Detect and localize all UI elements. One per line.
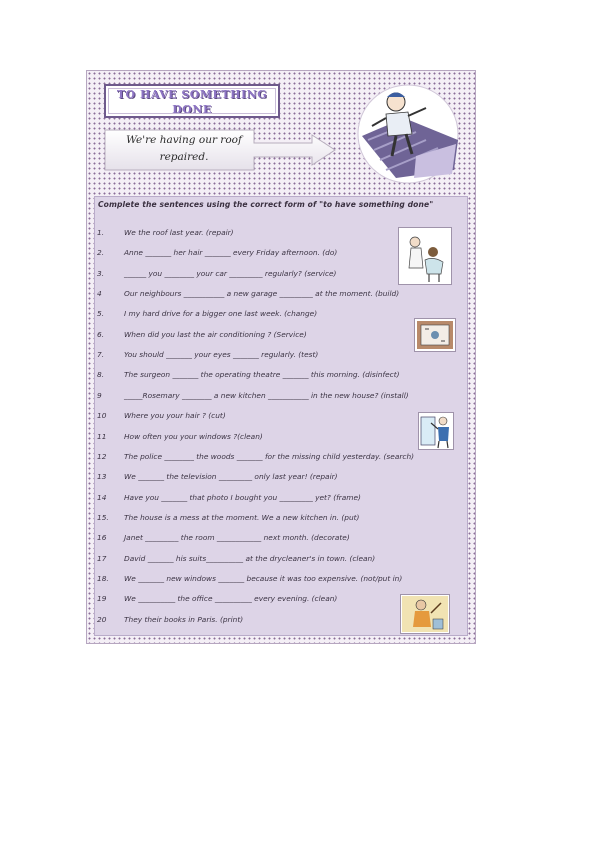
exercise-number: 6. (97, 330, 105, 339)
exercise-item (97, 432, 263, 444)
exercise-sentence: Janet _________ the room ____________ next month. (decorate) (124, 533, 350, 542)
exercise-sentence: The house is a mess at the moment. We a new kitchen in. (put) (124, 513, 360, 522)
exercise-number: 7. (97, 350, 105, 359)
exercise-number: 9 (97, 391, 102, 400)
exercise-item (97, 533, 350, 545)
exercise-item (97, 554, 375, 566)
exercise-sentence: The police ________ the woods _______ for the missing child yesterday. (search) (124, 452, 415, 461)
exercise-sentence: Have you _______ that photo I bought you _________ yet? (frame) (124, 493, 361, 502)
exercise-number: 14 (97, 493, 107, 502)
example-arrow (104, 129, 336, 171)
example-line-1: We're having our roof (126, 134, 242, 146)
exercise-sentence: _____Rosemary ________ a new kitchen ___________ in the new house? (install) (124, 391, 409, 400)
exercise-number: 19 (97, 594, 107, 603)
exercise-number: 18. (97, 574, 109, 583)
exercise-number: 1. (97, 228, 105, 237)
exercise-number: 2. (97, 248, 105, 257)
exercise-item (97, 350, 318, 362)
exercise-sentence: ______ you ________ your car _________ regularly? (service) (124, 269, 337, 278)
example-sentence (104, 132, 264, 166)
exercise-sentence: You should _______ your eyes _______ regularly. (test) (124, 350, 319, 359)
exercise-sentence: David _______ his suits__________ at the drycleaner's in town. (clean) (124, 554, 376, 563)
exercise-sentence: We _______ new windows _______ because it was too expensive. (not/put in) (124, 574, 403, 583)
exercise-number: 13 (97, 472, 107, 481)
exercise-number: 4 (97, 289, 102, 298)
exercise-item (97, 574, 402, 586)
exercise-number: 11 (97, 432, 107, 441)
exercise-item (97, 513, 359, 525)
hairdresser-picture (398, 227, 452, 285)
exercise-item (97, 330, 307, 342)
exercise-item (97, 615, 243, 627)
exercise-number: 10 (97, 411, 107, 420)
exercise-sentence: We _______ the television _________ only last year! (repair) (124, 472, 338, 481)
instructions: Complete the sentences using the correct form of "to have something done" (98, 200, 434, 209)
exercise-item (97, 391, 409, 403)
exercise-sentence: We __________ the office __________ every evening. (clean) (124, 594, 338, 603)
exercise-number: 8. (97, 370, 105, 379)
air-conditioner-picture (414, 318, 456, 352)
exercise-sentence: Anne _______ her hair _______ every Friday afternoon. (do) (124, 248, 338, 257)
title-line-1: TO HAVE SOMETHING (116, 88, 268, 101)
exercise-sentence: We the roof last year. (repair) (124, 228, 234, 237)
exercise-sentence: Where you your hair ? (cut) (124, 411, 226, 420)
exercise-item (97, 309, 317, 321)
exercise-sentence: When did you last the air conditioning ? (Service) (124, 330, 307, 339)
worksheet-title (104, 84, 280, 118)
roof-repair-illustration (356, 78, 460, 184)
exercise-number: 20 (97, 615, 107, 624)
exercise-item (97, 452, 414, 464)
exercise-number: 3. (97, 269, 105, 278)
exercise-number: 17 (97, 554, 107, 563)
exercise-sentence: The surgeon _______ the operating theatre _______ this morning. (disinfect) (124, 370, 400, 379)
cleaning-office-picture (400, 594, 450, 634)
exercise-sentence: I my hard drive for a bigger one last week. (change) (124, 309, 318, 318)
exercise-number: 12 (97, 452, 107, 461)
exercise-item (97, 493, 361, 505)
exercise-sentence: Our neighbours ___________ a new garage _________ at the moment. (build) (124, 289, 400, 298)
exercise-item (97, 248, 337, 260)
exercise-item (97, 411, 226, 423)
exercise-item (97, 228, 234, 240)
title-line-2: DONE (172, 103, 212, 116)
exercise-number: 16 (97, 533, 107, 542)
exercise-item (97, 594, 337, 606)
exercise-number: 15. (97, 513, 109, 522)
exercise-item (97, 269, 336, 281)
exercise-number: 5. (97, 309, 105, 318)
example-line-2: repaired. (159, 151, 209, 163)
exercise-sentence: They their books in Paris. (print) (124, 615, 244, 624)
exercise-sentence: How often you your windows ?(clean) (124, 432, 263, 441)
exercise-item (97, 472, 338, 484)
exercise-item (97, 370, 399, 382)
window-cleaner-picture (418, 412, 454, 450)
exercise-item (97, 289, 399, 301)
